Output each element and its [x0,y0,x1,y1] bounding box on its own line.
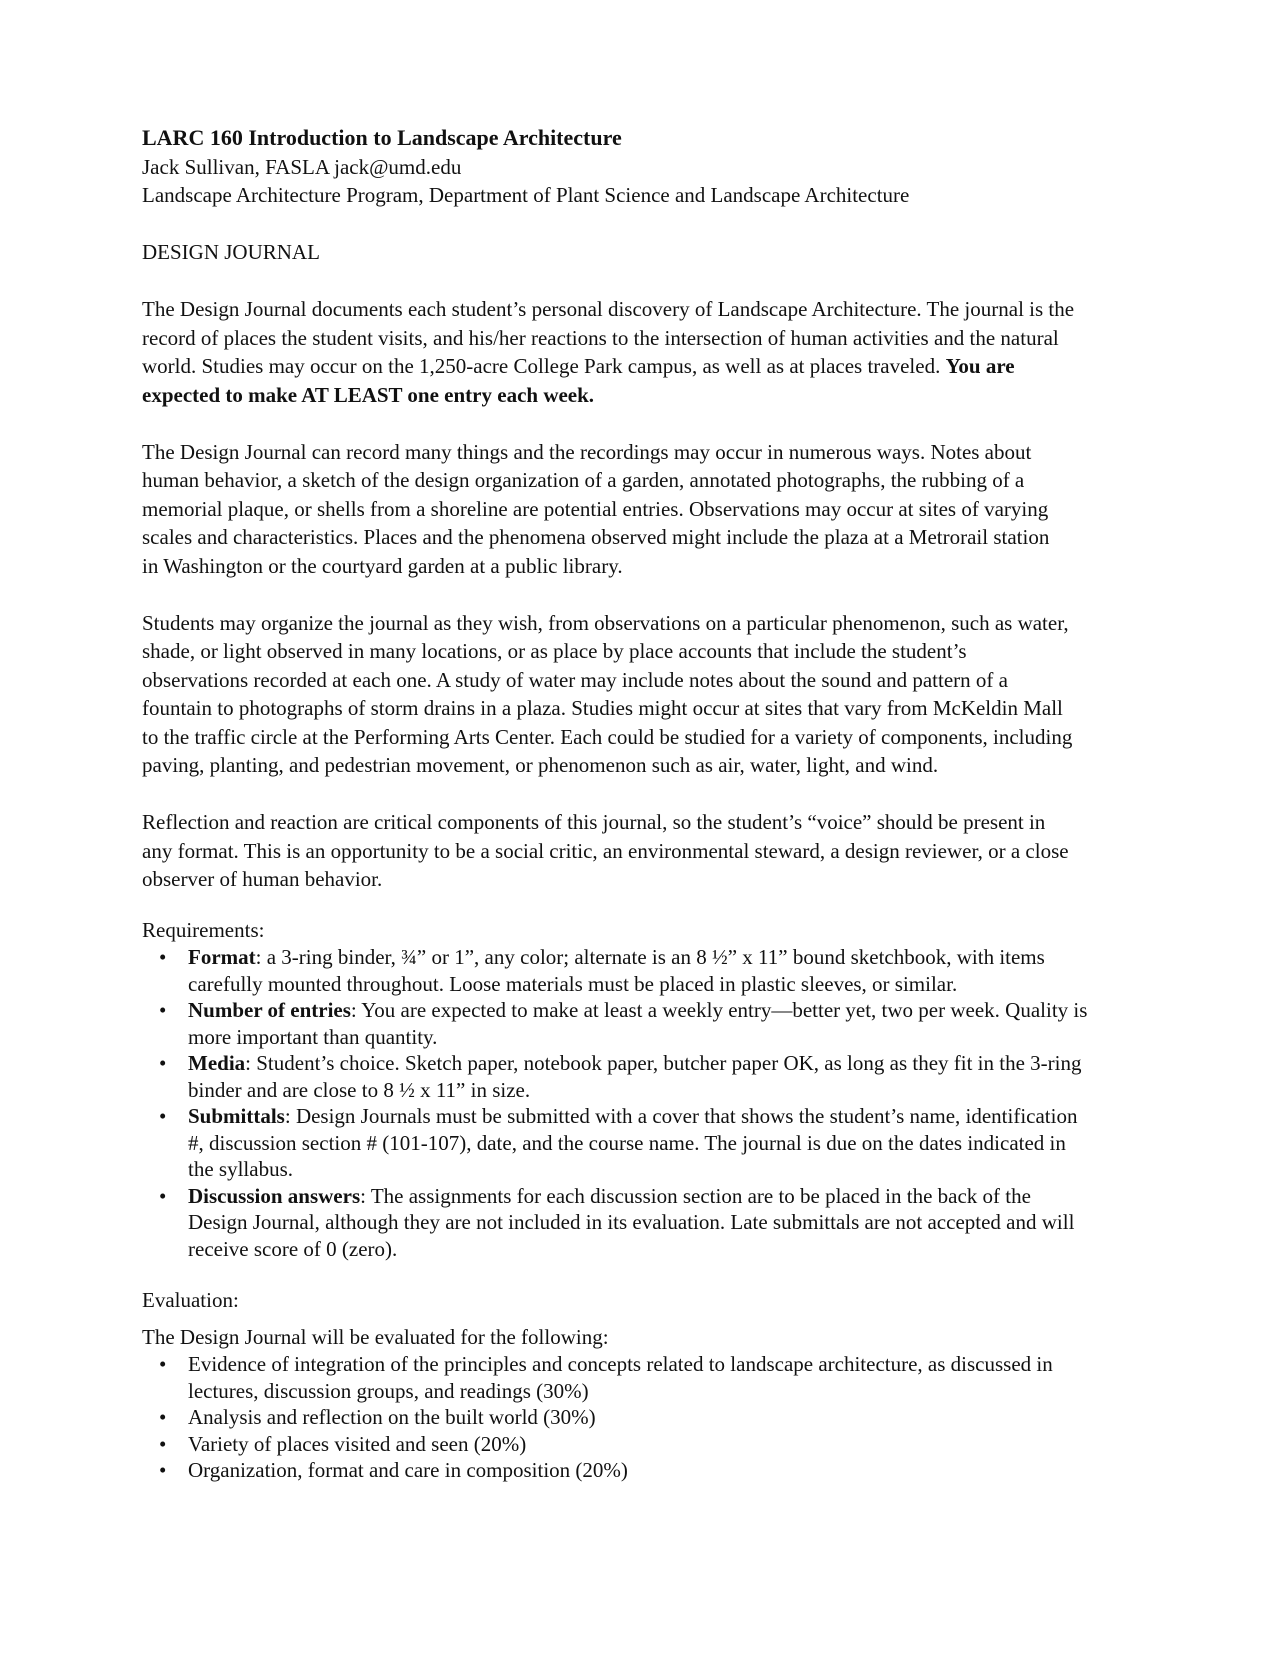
requirement-text: : Student’s choice. Sketch paper, notebook paper, butcher paper OK, as long as they fit in the 3-ring binder and are close to 8 ½ x 11” in size. [188,1051,1082,1102]
requirement-label: Media [188,1051,246,1075]
requirement-text: : a 3-ring binder, ¾” or 1”, any color; alternate is an 8 ½” x 11” bound sketchbook, with items carefully mounted throughout. Loose materials must be placed in plastic sleeves, or similar. [188,945,1045,996]
paragraph-intro-emphasis: You are expected to make AT LEAST one entry each week. [142,354,1015,407]
requirement-label: Format [188,945,256,969]
course-title: LARC 160 Introduction to Landscape Architecture [142,125,622,150]
requirement-item-format [188,944,1088,997]
paragraph-intro-text: The Design Journal documents each student’s personal discovery of Landscape Architecture. The journal is the record of places the student visits, and his/her reactions to the intersection of human activities and the natural world. Studies may occur on the 1,250-acre College Park campus, as well as at places traveled. [142,297,1075,378]
requirement-item-discussion [188,1183,1088,1263]
requirement-item-media [188,1050,1088,1103]
program-line: Landscape Architecture Program, Department of Plant Science and Landscape Architecture [142,183,910,207]
requirements-heading: Requirements: [142,917,265,942]
evaluation-item: • Organization, format and care in composition (20%) [188,1457,1088,1484]
evaluation-heading: Evaluation: [142,1288,239,1312]
paragraph-intro [142,295,1077,409]
requirement-item-submittals [188,1103,1088,1183]
paragraph-reflection: Reflection and reaction are critical components of this journal, so the student’s “voice” should be present in any format. This is an opportunity to be a social critic, an environmental steward, a design reviewer, or a close observer of human behavior. [142,810,1069,891]
requirement-text: : Design Journals must be submitted with a cover that shows the student’s name, identification #, discussion section # (101-107), date, and the course name. The journal is due on the dates indicated in the syllabus. [188,1104,1078,1181]
evaluation-list [142,1351,1088,1484]
evaluation-item: • Analysis and reflection on the built world (30%) [188,1404,1088,1431]
requirement-text: : You are expected to make at least a weekly entry—better yet, two per week. Quality is more important than quantity. [188,998,1088,1049]
evaluation-item: • Variety of places visited and seen (20%) [188,1431,1088,1458]
section-title: DESIGN JOURNAL [142,240,320,264]
requirement-label: Submittals [188,1104,285,1128]
document-page [142,124,1142,1484]
evaluation-item: • Evidence of integration of the principles and concepts related to landscape architecture, as discussed in lectures, discussion groups, and readings (30%) [188,1351,1088,1404]
requirement-label: Number of entries [188,998,351,1022]
evaluation-intro: The Design Journal will be evaluated for the following: [142,1324,609,1349]
requirement-text: : The assignments for each discussion section are to be placed in the back of the Design Journal, although they are not included in its evaluation. Late submittals are not accepted and will receive score of 0 (zero). [188,1183,1075,1261]
requirement-label: Discussion answers [188,1183,361,1208]
paragraph-organization: Students may organize the journal as they wish, from observations on a particular phenomenon, such as water, shade, or light observed in many locations, or as place by place accounts that include the student’s observations recorded at each one. A study of water may include notes about the sound and pattern of a fountain to photographs of storm drains in a plaza. Studies might occur at sites that vary from McKeldin Mall to the traffic circle at the Performing Arts Center. Each could be studied for a variety of components, including paving, planting, and pedestrian movement, or phenomenon such as air, water, light, and wind. [142,610,1073,777]
instructor-line: Jack Sullivan, FASLA jack@umd.edu [142,154,462,179]
requirement-item-entries [188,997,1088,1050]
paragraph-recordings: The Design Journal can record many things and the recordings may occur in numerous ways. Notes about human behavior, a sketch of the design organization of a garden, annotated photographs, the rubbing of a memorial plaque, or shells from a shoreline are potential entries. Observations may occur at sites of varying scales and characteristics. Places and the phenomena observed might include the plaza at a Metrorail station in Washington or the courtyard garden at a public library. [142,439,1050,578]
requirements-list [142,944,1088,1262]
